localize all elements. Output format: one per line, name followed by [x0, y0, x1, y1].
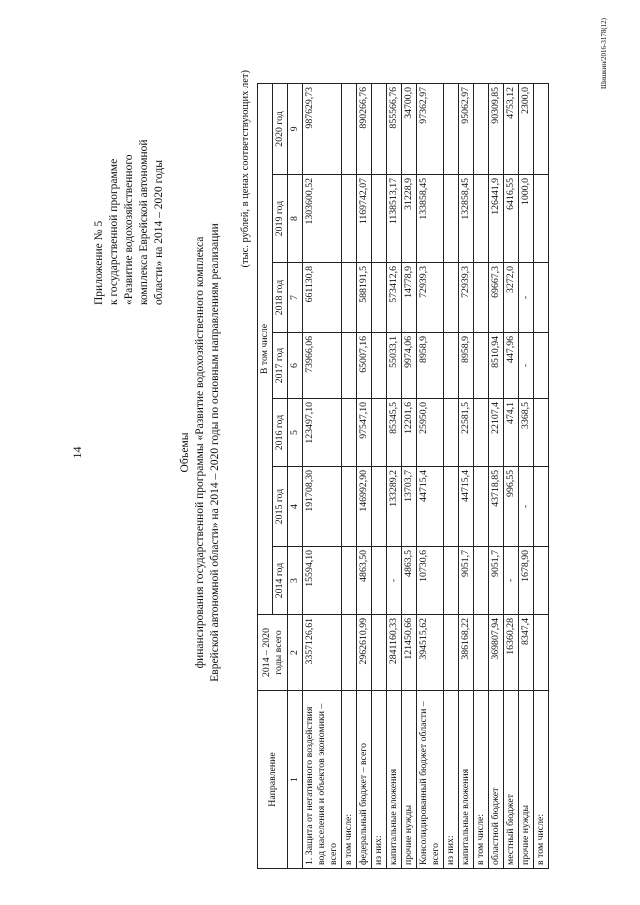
row-value — [372, 333, 387, 399]
row-value: 8347,4 — [519, 615, 534, 691]
title-line: Объемы — [179, 432, 191, 473]
col-number: 7 — [288, 263, 303, 333]
header-year: 2018 год — [273, 263, 288, 333]
row-label: местный бюджет — [504, 691, 519, 869]
row-value — [372, 615, 387, 691]
header-year: 2014 год — [273, 547, 288, 615]
row-value — [534, 263, 549, 333]
row-value: 133858,45 — [417, 175, 444, 263]
row-value: 90309,85 — [489, 83, 504, 174]
row-label: 1. Защита от негативного воздействия вод населения и объектов экономики – всего — [303, 691, 342, 869]
appendix-line: комплекса Еврейской автономной — [138, 139, 150, 305]
appendix-line: области» на 2014 – 2020 годы — [153, 159, 165, 305]
row-label: из них: — [372, 691, 387, 869]
row-value — [444, 615, 459, 691]
row-value: 43718,85 — [489, 467, 504, 547]
row-value: 123497,10 — [303, 399, 342, 467]
col-number: 9 — [288, 83, 303, 174]
row-value: 97547,10 — [357, 399, 372, 467]
document-code: Шишкин/2016-3178(12) — [600, 18, 608, 90]
row-value: 14778,9 — [402, 263, 417, 333]
row-value: - — [504, 547, 519, 615]
row-value — [474, 333, 489, 399]
col-number: 8 — [288, 175, 303, 263]
row-value — [534, 83, 549, 174]
row-value — [342, 175, 357, 263]
col-number: 1 — [288, 691, 303, 869]
header-year: 2016 год — [273, 399, 288, 467]
col-number: 5 — [288, 399, 303, 467]
header-row — [258, 83, 273, 868]
table-body — [303, 83, 549, 868]
row-value: 146992,90 — [357, 467, 372, 547]
row-value: 65007,16 — [357, 333, 372, 399]
row-value: 2841160,33 — [387, 615, 402, 691]
row-value — [342, 615, 357, 691]
column-numbers-row — [288, 83, 303, 868]
col-number: 2 — [288, 615, 303, 691]
table-row — [489, 83, 504, 868]
row-value: 474,1 — [504, 399, 519, 467]
row-value: 588191,5 — [357, 263, 372, 333]
appendix-line: к государственной программе — [108, 158, 120, 305]
row-value — [372, 83, 387, 174]
title-line: финансирования государственной программы «Развитие водохозяйственного комплекса — [194, 236, 206, 669]
row-value — [342, 547, 357, 615]
row-value: 12201,6 — [402, 399, 417, 467]
row-value: 73966,06 — [303, 333, 342, 399]
row-value: - — [519, 263, 534, 333]
row-value: 126441,9 — [489, 175, 504, 263]
table-row — [357, 83, 372, 868]
row-value — [372, 547, 387, 615]
row-value: 55033,1 — [387, 333, 402, 399]
row-value: 25950,0 — [417, 399, 444, 467]
table-row — [444, 83, 459, 868]
header-year: 2015 год — [273, 467, 288, 547]
row-label: прочие нужды — [519, 691, 534, 869]
row-value — [444, 467, 459, 547]
row-value: 6416,55 — [504, 175, 519, 263]
row-value: 22581,5 — [459, 399, 474, 467]
row-value: 10730,6 — [417, 547, 444, 615]
table-row — [372, 83, 387, 868]
row-value: 31228,9 — [402, 175, 417, 263]
row-value: 72939,3 — [417, 263, 444, 333]
row-value — [534, 615, 549, 691]
header-year: 2019 год — [273, 175, 288, 263]
budget-table — [257, 83, 549, 869]
row-value: 8958,9 — [417, 333, 444, 399]
row-value: 191708,30 — [303, 467, 342, 547]
page-number: 14 — [70, 446, 84, 459]
row-value: 4863,5 — [402, 547, 417, 615]
row-value — [444, 399, 459, 467]
row-value — [444, 333, 459, 399]
row-value — [534, 467, 549, 547]
row-value — [534, 547, 549, 615]
row-value — [342, 399, 357, 467]
row-value: 1303600,52 — [303, 175, 342, 263]
row-value — [444, 547, 459, 615]
row-label: прочие нужды — [402, 691, 417, 869]
table-row — [402, 83, 417, 868]
row-value — [372, 467, 387, 547]
row-value: 369807,94 — [489, 615, 504, 691]
appendix-line: Приложение № 5 — [93, 220, 105, 305]
row-value: 987629,73 — [303, 83, 342, 174]
row-value: 16360,28 — [504, 615, 519, 691]
table-row — [303, 83, 342, 868]
row-value — [474, 467, 489, 547]
row-value — [534, 175, 549, 263]
row-value: 22107,4 — [489, 399, 504, 467]
row-value — [474, 399, 489, 467]
row-value — [474, 263, 489, 333]
title-line: Еврейской автономной области» на 2014 – 2020 годы по основным направлениям реализации — [209, 223, 221, 682]
row-value: 13703,7 — [402, 467, 417, 547]
row-label: капитальные вложения — [387, 691, 402, 869]
row-value — [372, 263, 387, 333]
row-value: 661130,8 — [303, 263, 342, 333]
row-value — [474, 175, 489, 263]
header-direction: Направление — [258, 691, 288, 869]
row-value: 890266,76 — [357, 83, 372, 174]
row-value — [444, 83, 459, 174]
col-number: 6 — [288, 333, 303, 399]
row-value: 3357126,61 — [303, 615, 342, 691]
row-value: 85345,5 — [387, 399, 402, 467]
row-label: в том числе: — [474, 691, 489, 869]
row-value: 8510,94 — [489, 333, 504, 399]
row-value — [342, 83, 357, 174]
row-value: 121450,66 — [402, 615, 417, 691]
row-value: - — [387, 547, 402, 615]
table-row — [534, 83, 549, 868]
row-value: - — [519, 467, 534, 547]
header-including: В том числе — [258, 83, 273, 614]
col-number: 4 — [288, 467, 303, 547]
row-value — [342, 263, 357, 333]
row-label: областной бюджет — [489, 691, 504, 869]
row-value — [474, 615, 489, 691]
row-value — [474, 83, 489, 174]
row-value: 2962610,99 — [357, 615, 372, 691]
row-value — [342, 467, 357, 547]
row-value: 1000,0 — [519, 175, 534, 263]
row-value: 72939,3 — [459, 263, 474, 333]
row-value — [474, 547, 489, 615]
row-value: 9974,06 — [402, 333, 417, 399]
row-value: 386168,22 — [459, 615, 474, 691]
row-value: 1678,90 — [519, 547, 534, 615]
row-value: 34700,0 — [402, 83, 417, 174]
table-row — [474, 83, 489, 868]
row-value: 447,96 — [504, 333, 519, 399]
row-value: 8958,9 — [459, 333, 474, 399]
row-value: 394515,62 — [417, 615, 444, 691]
table-row — [417, 83, 444, 868]
row-value: 3272,0 — [504, 263, 519, 333]
row-label: из них: — [444, 691, 459, 869]
row-value — [534, 399, 549, 467]
row-label: в том числе: — [534, 691, 549, 869]
row-value: 4753,12 — [504, 83, 519, 174]
row-value: 69667,3 — [489, 263, 504, 333]
document-title — [178, 80, 223, 825]
row-value — [372, 175, 387, 263]
table-row — [459, 83, 474, 868]
row-value — [444, 263, 459, 333]
row-value: 97362,97 — [417, 83, 444, 174]
units-note: (тыс. рублей, в ценах соответствующих лет) — [240, 70, 251, 268]
row-value — [444, 175, 459, 263]
row-value: 9051,7 — [489, 547, 504, 615]
table-row — [387, 83, 402, 868]
header-year: 2020 год — [273, 83, 288, 174]
row-value: - — [519, 333, 534, 399]
row-value: 4863,50 — [357, 547, 372, 615]
row-value: 44715,4 — [417, 467, 444, 547]
row-value: 132858,45 — [459, 175, 474, 263]
row-value — [342, 333, 357, 399]
appendix-line: «Развитие водохозяйственного — [123, 154, 135, 305]
row-value: 15594,10 — [303, 547, 342, 615]
table-row — [504, 83, 519, 868]
row-value: 3368,5 — [519, 399, 534, 467]
table-row — [519, 83, 534, 868]
row-value: 1138513,17 — [387, 175, 402, 263]
header-year: 2017 год — [273, 333, 288, 399]
row-value: 855566,76 — [387, 83, 402, 174]
row-value: 9051,7 — [459, 547, 474, 615]
row-value: 44715,4 — [459, 467, 474, 547]
row-value: 2300,0 — [519, 83, 534, 174]
row-label: федеральный бюджет – всего — [357, 691, 372, 869]
row-value — [372, 399, 387, 467]
row-label: капитальные вложения — [459, 691, 474, 869]
row-value: 996,55 — [504, 467, 519, 547]
row-value: 133289,2 — [387, 467, 402, 547]
table-row — [342, 83, 357, 868]
header-total: 2014 – 2020 годы всего — [258, 615, 288, 691]
row-value: 1169742,07 — [357, 175, 372, 263]
appendix-block — [92, 95, 167, 305]
col-number: 3 — [288, 547, 303, 615]
row-value: 95062,97 — [459, 83, 474, 174]
row-value — [534, 333, 549, 399]
row-value: 573412,6 — [387, 263, 402, 333]
row-label: Консолидированный бюджет области – всего — [417, 691, 444, 869]
row-label: в том числе: — [342, 691, 357, 869]
